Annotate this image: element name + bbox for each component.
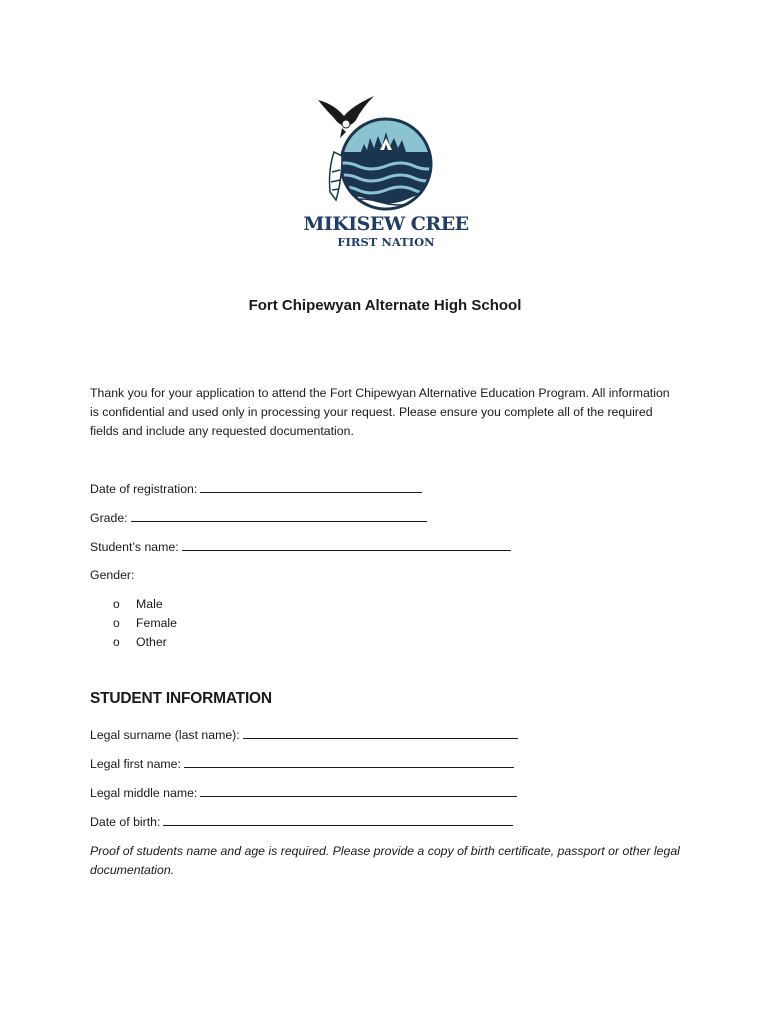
gender-option-label: Other: [136, 635, 167, 649]
option-bullet: o: [113, 616, 120, 630]
option-bullet: o: [113, 597, 120, 611]
gender-field: [90, 568, 134, 582]
gender-option-male[interactable]: [113, 595, 177, 614]
grade-blank[interactable]: [131, 510, 427, 522]
legal-first-name-field: [90, 756, 514, 771]
proof-documentation-note: Proof of students name and age is required. Please provide a copy of birth certificate, passport or other legal documentation.: [90, 844, 680, 877]
option-bullet: o: [113, 635, 120, 649]
students-name-blank[interactable]: [182, 539, 511, 551]
legal-first-name-label: Legal first name:: [90, 757, 181, 771]
intro-paragraph: Thank you for your application to attend the Fort Chipewyan Alternative Education Program. All information is confidential and used only in processing your request. Please ensure you complete all of the required fields and include any requested documentation.: [90, 386, 670, 438]
gender-label: Gender:: [90, 568, 135, 582]
date-of-registration-blank[interactable]: [200, 481, 422, 493]
document-title: Fort Chipewyan Alternate High School: [248, 297, 522, 314]
gender-option-label: Female: [136, 616, 178, 630]
students-name-field: [90, 539, 511, 554]
gender-option-other[interactable]: [113, 633, 177, 652]
students-name-label: Student’s name:: [90, 540, 179, 554]
legal-middle-name-field: [90, 785, 517, 800]
logo-name: MIKISEW CREE: [303, 213, 469, 235]
grade-label: Grade:: [90, 511, 128, 525]
date-of-birth-field: [90, 814, 513, 829]
legal-middle-name-label: Legal middle name:: [90, 786, 198, 800]
date-of-birth-blank[interactable]: [163, 814, 513, 826]
legal-middle-name-blank[interactable]: [200, 785, 517, 797]
gender-option-label: Male: [136, 597, 163, 611]
grade-field: [90, 510, 427, 525]
logo-subtitle: FIRST NATION: [337, 235, 435, 249]
student-information-heading: STUDENT INFORMATION: [90, 690, 272, 707]
date-of-registration-label: Date of registration:: [90, 482, 198, 496]
legal-first-name-blank[interactable]: [184, 756, 514, 768]
date-of-birth-label: Date of birth:: [90, 815, 161, 829]
legal-surname-label: Legal surname (last name):: [90, 728, 240, 742]
gender-options: [113, 595, 177, 652]
legal-surname-field: [90, 727, 518, 742]
date-of-registration-field: [90, 481, 422, 496]
legal-surname-blank[interactable]: [243, 727, 518, 739]
gender-option-female[interactable]: [113, 614, 177, 633]
